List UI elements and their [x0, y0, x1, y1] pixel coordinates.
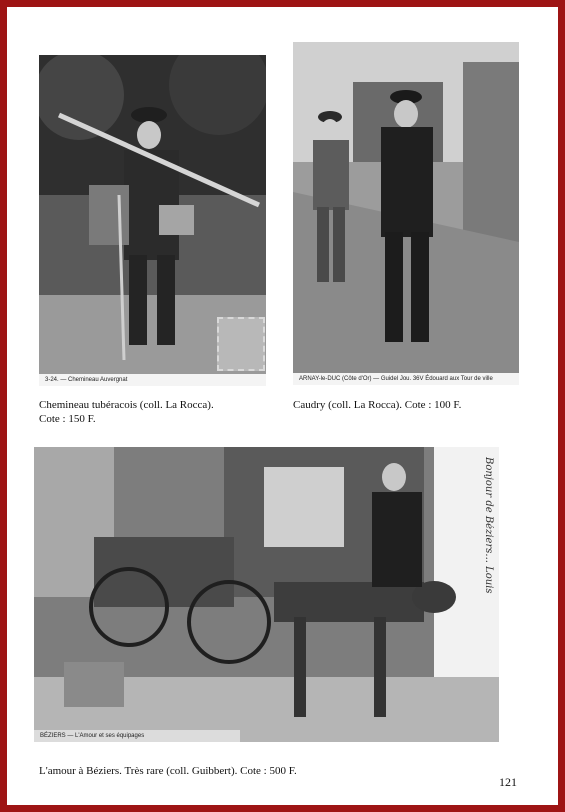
postage-stamp-1	[217, 317, 265, 371]
photo-chemineau	[39, 55, 266, 386]
postcard-label-3: BÉZIERS — L'Amour et ses équipages	[34, 730, 240, 742]
page-number: 121	[499, 775, 517, 789]
postcard-label-2: ARNAY-le-DUC (Côte d'Or) — Guidel Jou. 36V Édouard aux Tour de ville	[293, 373, 519, 385]
caption-caudry: Caudry (coll. La Rocca). Cote : 100 F.	[293, 399, 462, 411]
photo-caudry	[293, 42, 519, 385]
photo-caudry-image	[293, 42, 519, 385]
photo-beziers-image	[34, 447, 499, 742]
postcard-label-1: 3-24. — Chemineau Auvergnat	[39, 374, 266, 386]
caption-chemineau: Chemineau tubéracois (coll. La Rocca).	[39, 399, 214, 411]
photo-beziers	[34, 447, 499, 742]
caption-beziers: L'amour à Béziers. Très rare (coll. Guibbert). Cote : 500 F.	[39, 765, 297, 777]
handwriting: Bonjour de Béziers... Louis	[483, 457, 494, 594]
price-chemineau: Cote : 150 F.	[39, 413, 96, 425]
